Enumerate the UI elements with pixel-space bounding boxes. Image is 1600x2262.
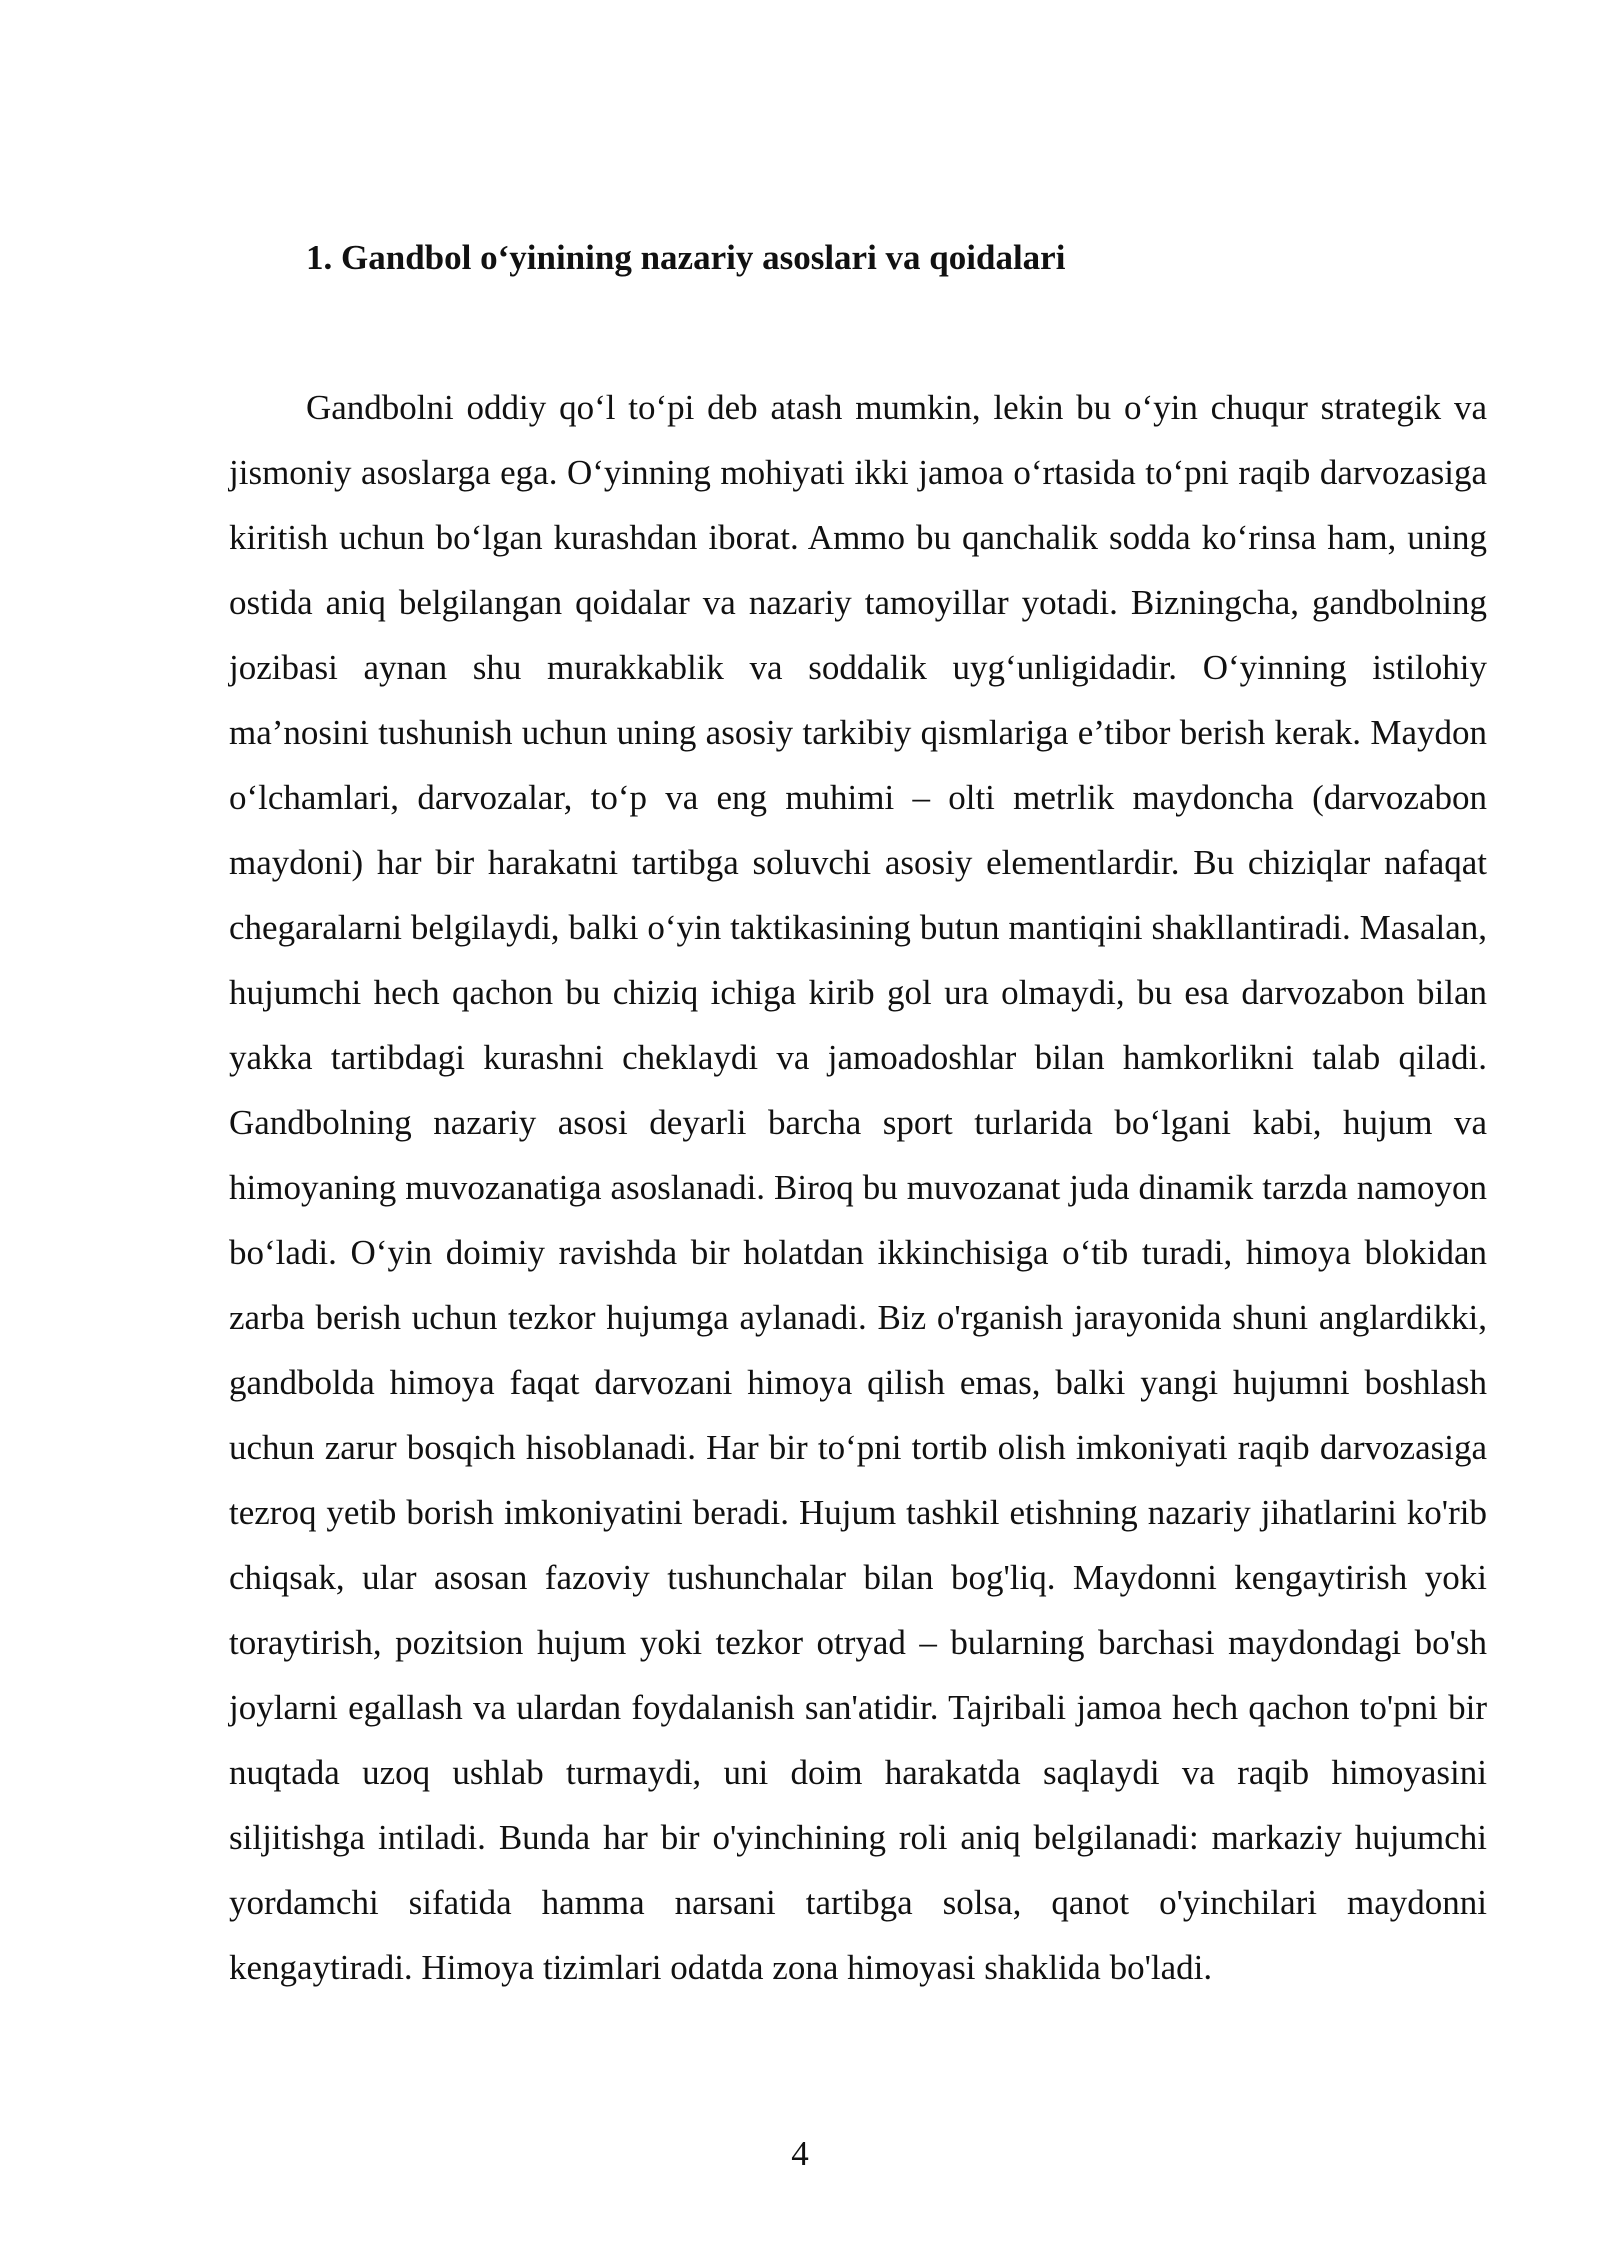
section-heading: 1. Gandbol o‘yinining nazariy asoslari va qoidalari — [306, 238, 1066, 277]
page-number: 4 — [791, 2134, 809, 2173]
body-paragraph: Gandbolni oddiy qo‘l to‘pi deb atash mumkin, lekin bu o‘yin chuqur strategik va jismoniy asoslarga ega. O‘yinning mohiyati ikki jamoa o‘rtasida to‘pni raqib darvozasiga kiritish uchun bo‘lgan kurashdan iborat. Ammo bu qanchalik sodda ko‘rinsa ham, uning ostida aniq belgilangan qoidalar va nazariy tamoyillar yotadi. Bizningcha, gandbolning jozibasi aynan shu murakkablik va soddalik uyg‘unligidadir. O‘yinning istilohiy ma’nosini tushunish uchun uning asosiy tarkibiy qismlariga e’tibor berish kerak. Maydon o‘lchamlari, darvozalar, to‘p va eng muhimi – olti metrlik maydoncha (darvozabon maydoni) har bir harakatni tartibga soluvchi asosiy elementlardir. Bu chiziqlar nafaqat chegaralarni belgilaydi, balki o‘yin taktikasining butun mantiqini shakllantiradi. Masalan, hujumchi hech qachon bu chiziq ichiga kirib gol ura olmaydi, bu esa darvozabon bilan yakka tartibdagi kurashni cheklaydi va jamoadoshlar bilan hamkorlikni talab qiladi. Gandbolning nazariy asosi deyarli barcha sport turlarida bo‘lgani kabi, hujum va himoyaning muvozanatiga asoslanadi. Biroq bu muvozanat juda dinamik tarzda namoyon bo‘ladi. O‘yin doimiy ravishda bir holatdan ikkinchisiga o‘tib turadi, himoya blokidan zarba berish uchun tezkor hujumga aylanadi. Biz o'rganish jarayonida shuni anglardikki, gandbolda himoya faqat darvozani himoya qilish emas, balki yangi hujumni boshlash uchun zarur bosqich hisoblanadi. Har bir to‘pni tortib olish imkoniyati raqib darvozasiga tezroq yetib borish imkoniyatini beradi. Hujum tashkil etishning nazariy jihatlarini ko'rib chiqsak, ular asosan fazoviy tushunchalar bilan bog'liq. Maydonni kengaytirish yoki toraytirish, pozitsion hujum yoki tezkor otryad – bularning barchasi maydondagi bo'sh joylarni egallash va ulardan foydalanish san'atidir. Tajribali jamoa hech qachon to'pni bir nuqtada uzoq ushlab turmaydi, uni doim harakatda saqlaydi va raqib himoyasini siljitishga intiladi. Bunda har bir o'yinchining roli aniq belgilanadi: markaziy hujumchi yordamchi sifatida hamma narsani tartibga solsa, qanot o'yinchilari maydonni kengaytiradi. Himoya tizimlari odatda zona himoyasi shaklida bo'ladi. — [229, 388, 1487, 1987]
